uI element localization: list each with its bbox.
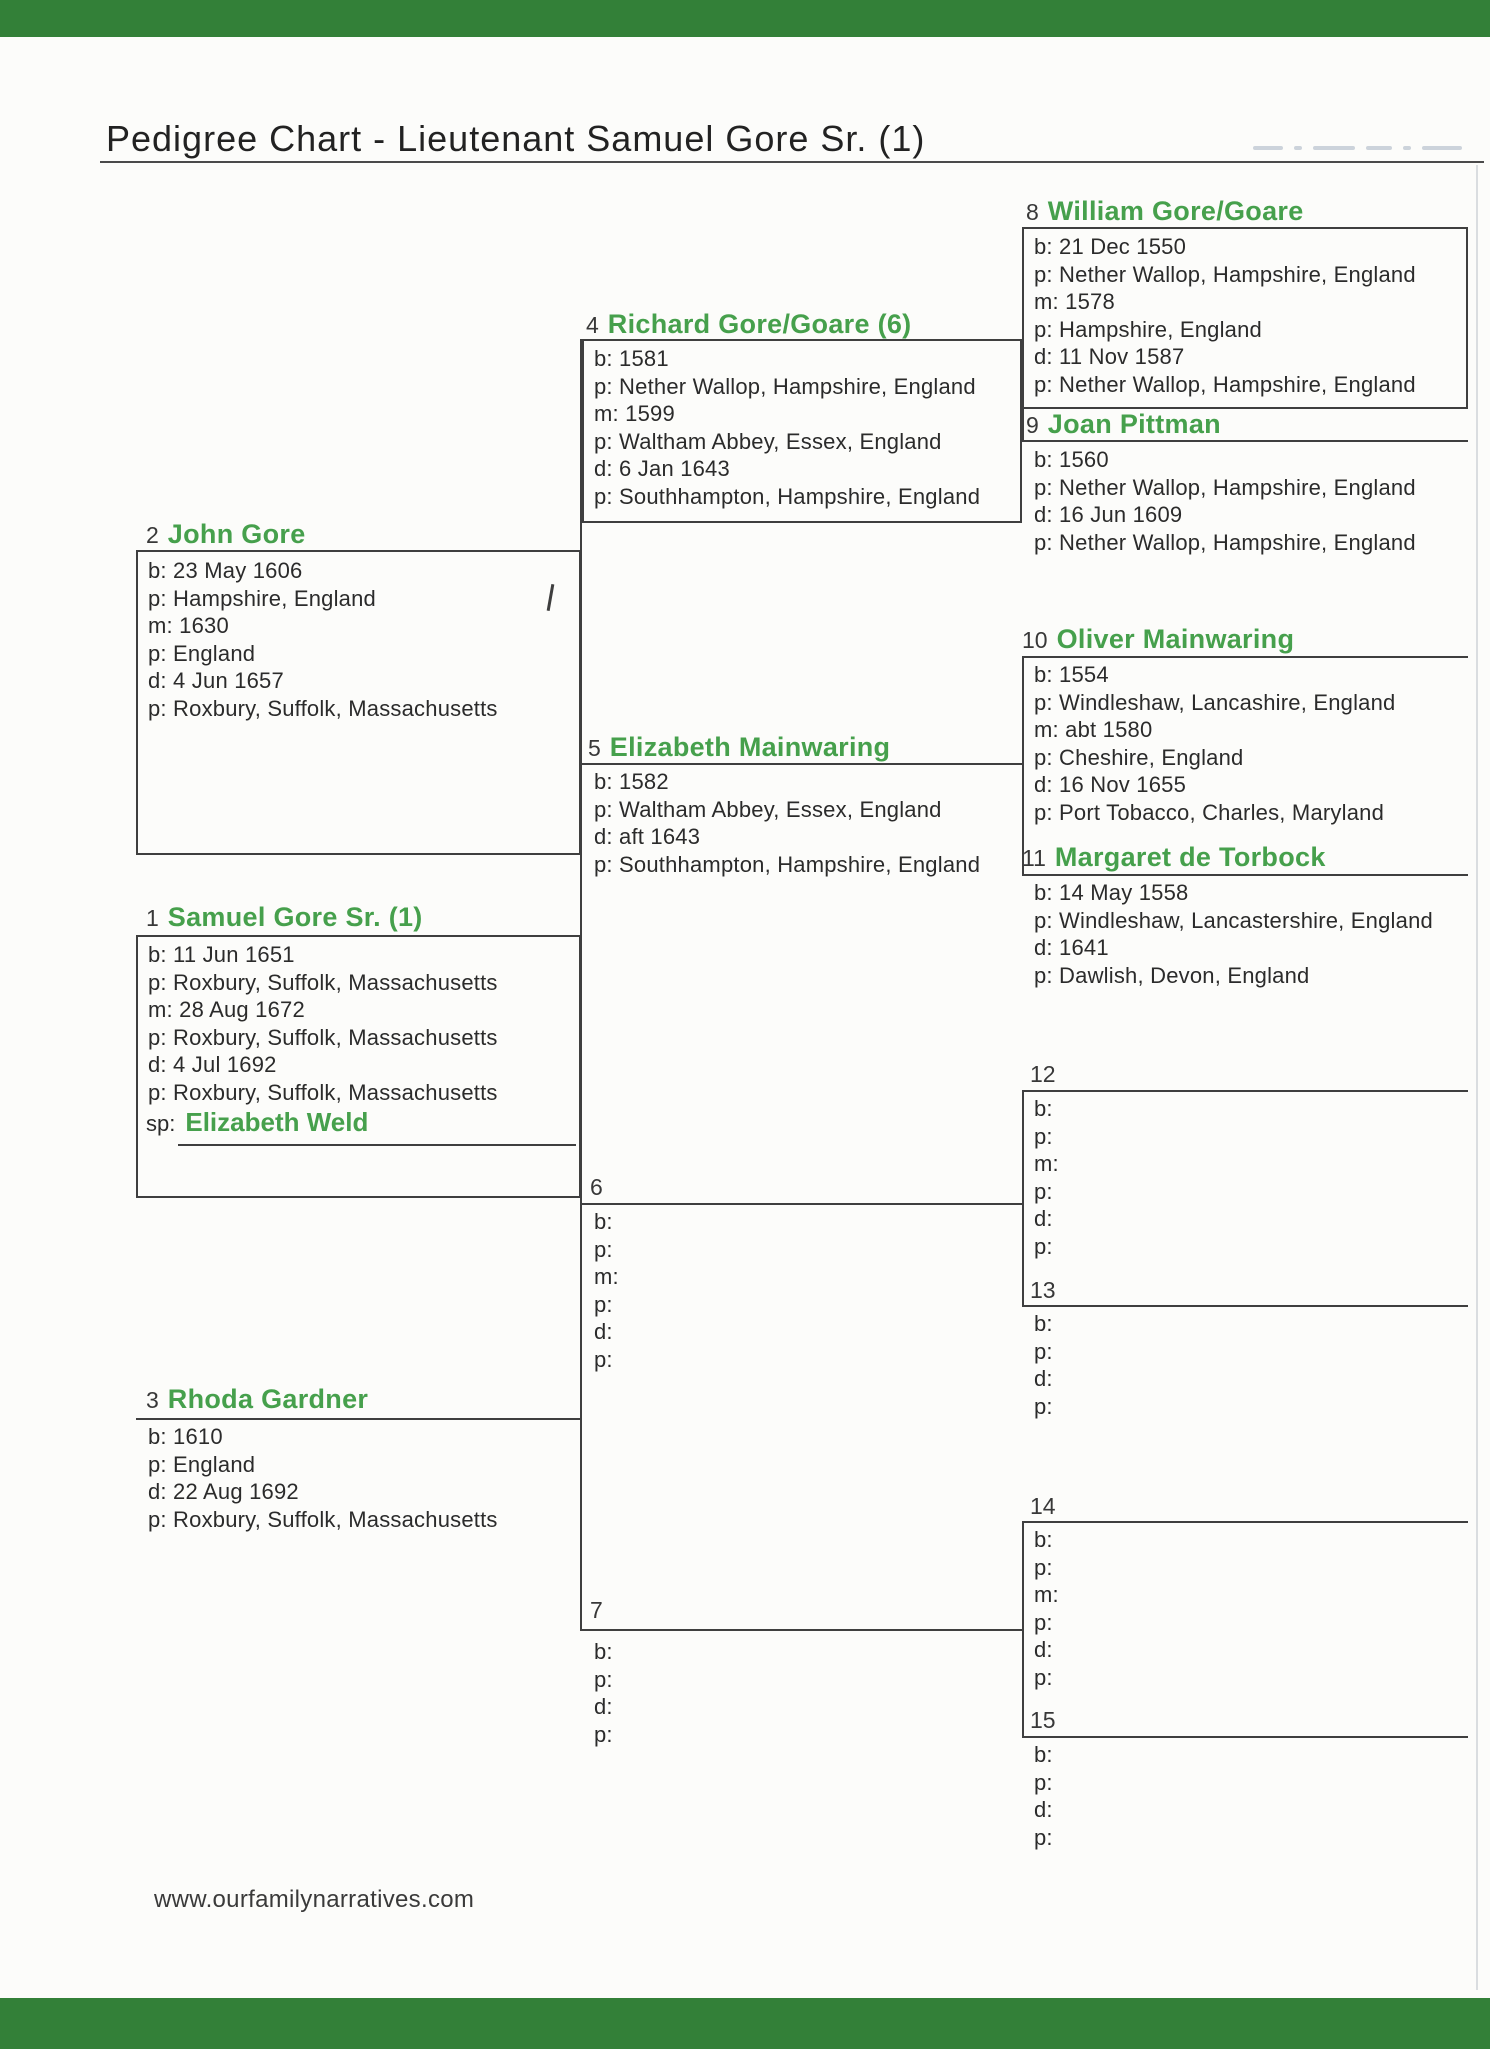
detail-line: d: bbox=[1034, 1366, 1053, 1391]
detail-line: p: bbox=[1034, 1664, 1053, 1690]
detail-line: p: bbox=[594, 1666, 613, 1692]
detail-line: p: England bbox=[148, 1451, 256, 1477]
detail-line: b: 1560 bbox=[1034, 447, 1109, 472]
detail-line: p: bbox=[594, 1721, 613, 1747]
person-5-header bbox=[588, 732, 890, 763]
detail-line: m: abt 1580 bbox=[1034, 717, 1153, 742]
detail-line: p: Southhampton, Hampshire, England bbox=[594, 851, 981, 877]
person-11-line bbox=[1022, 874, 1468, 876]
person-8-name: William Gore/Goare bbox=[1047, 196, 1304, 226]
detail-line: b: 1554 bbox=[1034, 662, 1109, 687]
detail-line: d: 6 Jan 1643 bbox=[594, 456, 730, 481]
detail-line: p: Cheshire, England bbox=[1034, 744, 1244, 770]
scan-edge-top bbox=[0, 0, 1490, 37]
person-4-name: Richard Gore/Goare (6) bbox=[607, 309, 912, 339]
person-15-number: 15 bbox=[1030, 1707, 1056, 1733]
person-11-name: Margaret de Torbock bbox=[1054, 842, 1326, 872]
detail-line: p: Waltham Abbey, Essex, England bbox=[594, 428, 942, 454]
detail-line: p: bbox=[1034, 1338, 1053, 1364]
detail-line: m: 1599 bbox=[594, 401, 675, 426]
person-15-line bbox=[1022, 1736, 1468, 1738]
person-6-line bbox=[582, 1203, 1022, 1205]
detail-line: p: Port Tobacco, Charles, Maryland bbox=[1034, 799, 1385, 825]
detail-line: p: Roxbury, Suffolk, Massachusetts bbox=[148, 695, 498, 721]
detail-line: d: bbox=[1034, 1206, 1053, 1231]
detail-line: b: 1610 bbox=[148, 1424, 223, 1449]
detail-line: p: Windleshaw, Lancashire, England bbox=[1034, 689, 1396, 715]
person-9-details bbox=[1034, 446, 1416, 556]
detail-line: p: Windleshaw, Lancastershire, England bbox=[1034, 907, 1433, 933]
person-2-details bbox=[148, 557, 498, 722]
person-2-header bbox=[146, 519, 306, 550]
person-11-header bbox=[1022, 842, 1326, 873]
faded-date-artifact bbox=[1253, 146, 1462, 150]
person-14-line bbox=[1022, 1521, 1468, 1523]
detail-line: b: 21 Dec 1550 bbox=[1034, 234, 1187, 259]
person-7-header bbox=[590, 1597, 603, 1624]
person-5-line bbox=[582, 763, 1022, 765]
detail-line: p: bbox=[1034, 1824, 1053, 1850]
detail-line: p: bbox=[1034, 1123, 1053, 1149]
person-10-number: 10 bbox=[1022, 627, 1048, 653]
detail-line: p: Southhampton, Hampshire, England bbox=[594, 483, 981, 509]
person-1-details bbox=[148, 941, 498, 1106]
detail-line: d: bbox=[1034, 1637, 1053, 1662]
detail-line: d: bbox=[594, 1694, 613, 1719]
person-1-header bbox=[146, 902, 423, 933]
detail-line: p: bbox=[594, 1346, 613, 1372]
detail-line: b: 23 May 1606 bbox=[148, 558, 303, 583]
person-5-number: 5 bbox=[588, 735, 601, 761]
person-14-header bbox=[1030, 1493, 1056, 1520]
detail-line: p: bbox=[1034, 1233, 1053, 1259]
person-15-header bbox=[1030, 1707, 1056, 1734]
person-7-line bbox=[582, 1629, 1022, 1631]
detail-line: d: 4 Jun 1657 bbox=[148, 668, 284, 693]
detail-line: d: bbox=[594, 1319, 613, 1344]
person-3-header bbox=[146, 1384, 368, 1415]
detail-line: p: Roxbury, Suffolk, Massachusetts bbox=[148, 1079, 498, 1105]
detail-line: p: bbox=[1034, 1769, 1053, 1795]
person-2-number: 2 bbox=[146, 522, 159, 548]
page-title: Pedigree Chart - Lieutenant Samuel Gore Sr. (1) bbox=[106, 118, 926, 159]
footer-url: www.ourfamilynarratives.com bbox=[154, 1886, 475, 1913]
detail-line: p: bbox=[1034, 1609, 1053, 1635]
detail-line: p: Nether Wallop, Hampshire, England bbox=[1034, 371, 1416, 397]
person-12-header bbox=[1030, 1061, 1056, 1088]
detail-line: d: 1641 bbox=[1034, 935, 1109, 960]
person-8-number: 8 bbox=[1026, 199, 1039, 225]
detail-line: p: Roxbury, Suffolk, Massachusetts bbox=[148, 1506, 498, 1532]
detail-line: b: bbox=[1034, 1096, 1053, 1121]
person-9-header bbox=[1026, 409, 1221, 440]
scan-edge-right bbox=[1476, 165, 1478, 1990]
person-13-header bbox=[1030, 1277, 1056, 1304]
person-9-name: Joan Pittman bbox=[1047, 409, 1221, 439]
person-5-name: Elizabeth Mainwaring bbox=[609, 732, 891, 762]
detail-line: m: 1578 bbox=[1034, 289, 1115, 314]
detail-line: b: 1581 bbox=[594, 346, 669, 371]
person-15-details bbox=[1034, 1741, 1053, 1851]
detail-line: p: Nether Wallop, Hampshire, England bbox=[594, 373, 976, 399]
detail-line: b: bbox=[1034, 1311, 1053, 1336]
person-1-number: 1 bbox=[146, 905, 159, 931]
person-5-details bbox=[594, 768, 980, 878]
person-11-number: 11 bbox=[1022, 845, 1046, 871]
person-3-line bbox=[136, 1418, 581, 1420]
spouse-underline bbox=[178, 1144, 576, 1146]
detail-line: d: 11 Nov 1587 bbox=[1034, 344, 1185, 369]
person-13-line bbox=[1022, 1305, 1468, 1307]
connector-12-13 bbox=[1022, 1090, 1024, 1307]
spouse-label: sp: bbox=[146, 1111, 176, 1136]
detail-line: p: Nether Wallop, Hampshire, England bbox=[1034, 261, 1416, 287]
detail-line: b: bbox=[594, 1639, 613, 1664]
person-4-number: 4 bbox=[586, 312, 599, 338]
detail-line: m: 28 Aug 1672 bbox=[148, 997, 305, 1022]
person-11-details bbox=[1034, 879, 1433, 989]
detail-line: b: bbox=[1034, 1527, 1053, 1552]
detail-line: p: Waltham Abbey, Essex, England bbox=[594, 796, 942, 822]
detail-line: p: Nether Wallop, Hampshire, England bbox=[1034, 474, 1416, 500]
detail-line: m: 1630 bbox=[148, 613, 229, 638]
detail-line: p: Hampshire, England bbox=[1034, 316, 1262, 342]
detail-line: m: bbox=[1034, 1582, 1059, 1607]
detail-line: p: bbox=[1034, 1393, 1053, 1419]
spouse-row bbox=[146, 1107, 368, 1138]
person-14-number: 14 bbox=[1030, 1493, 1056, 1519]
person-7-number: 7 bbox=[590, 1597, 603, 1623]
person-14-details bbox=[1034, 1526, 1059, 1691]
detail-line: p: Roxbury, Suffolk, Massachusetts bbox=[148, 1024, 498, 1050]
person-12-number: 12 bbox=[1030, 1061, 1056, 1087]
person-4-details bbox=[594, 345, 980, 510]
title-rule bbox=[100, 161, 1484, 163]
detail-line: d: aft 1643 bbox=[594, 824, 701, 849]
detail-line: d: 4 Jul 1692 bbox=[148, 1052, 277, 1077]
detail-line: p: Nether Wallop, Hampshire, England bbox=[1034, 529, 1416, 555]
detail-line: d: 16 Jun 1609 bbox=[1034, 502, 1183, 527]
person-7-details bbox=[594, 1638, 613, 1748]
detail-line: b: bbox=[1034, 1742, 1053, 1767]
person-9-number: 9 bbox=[1026, 412, 1039, 438]
connector-14-15 bbox=[1022, 1521, 1024, 1738]
person-3-number: 3 bbox=[146, 1387, 159, 1413]
person-10-line bbox=[1022, 656, 1468, 658]
detail-line: d: 22 Aug 1692 bbox=[148, 1479, 299, 1504]
person-6-header bbox=[590, 1174, 603, 1201]
person-6-details bbox=[594, 1208, 619, 1373]
person-3-name: Rhoda Gardner bbox=[167, 1384, 369, 1414]
detail-line: b: 14 May 1558 bbox=[1034, 880, 1189, 905]
detail-line: b: bbox=[594, 1209, 613, 1234]
person-1-name: Samuel Gore Sr. (1) bbox=[167, 902, 423, 932]
detail-line: m: bbox=[1034, 1151, 1059, 1176]
person-8-details bbox=[1034, 233, 1416, 398]
person-2-name: John Gore bbox=[167, 519, 306, 549]
detail-line: p: bbox=[594, 1291, 613, 1317]
person-10-details bbox=[1034, 661, 1395, 826]
person-3-details bbox=[148, 1423, 498, 1533]
person-12-details bbox=[1034, 1095, 1059, 1260]
detail-line: p: England bbox=[148, 640, 256, 666]
detail-line: d: 16 Nov 1655 bbox=[1034, 772, 1187, 797]
detail-line: d: bbox=[1034, 1797, 1053, 1822]
person-9-line bbox=[1022, 440, 1468, 442]
person-4-header bbox=[586, 309, 911, 340]
person-12-line bbox=[1022, 1090, 1468, 1092]
person-6-number: 6 bbox=[590, 1174, 603, 1200]
detail-line: p: Roxbury, Suffolk, Massachusetts bbox=[148, 969, 498, 995]
detail-line: b: 11 Jun 1651 bbox=[148, 942, 295, 967]
detail-line: p: Dawlish, Devon, England bbox=[1034, 962, 1310, 988]
detail-line: p: bbox=[1034, 1554, 1053, 1580]
detail-line: p: bbox=[1034, 1178, 1053, 1204]
detail-line: b: 1582 bbox=[594, 769, 669, 794]
person-10-header bbox=[1022, 624, 1294, 655]
person-10-name: Oliver Mainwaring bbox=[1056, 624, 1295, 654]
spouse-name: Elizabeth Weld bbox=[185, 1107, 369, 1137]
detail-line: m: bbox=[594, 1264, 619, 1289]
person-8-header bbox=[1026, 196, 1304, 227]
person-13-details bbox=[1034, 1310, 1053, 1420]
person-13-number: 13 bbox=[1030, 1277, 1056, 1303]
detail-line: p: Hampshire, England bbox=[148, 585, 376, 611]
scan-edge-bottom bbox=[0, 1998, 1490, 2049]
detail-line: p: bbox=[594, 1236, 613, 1262]
